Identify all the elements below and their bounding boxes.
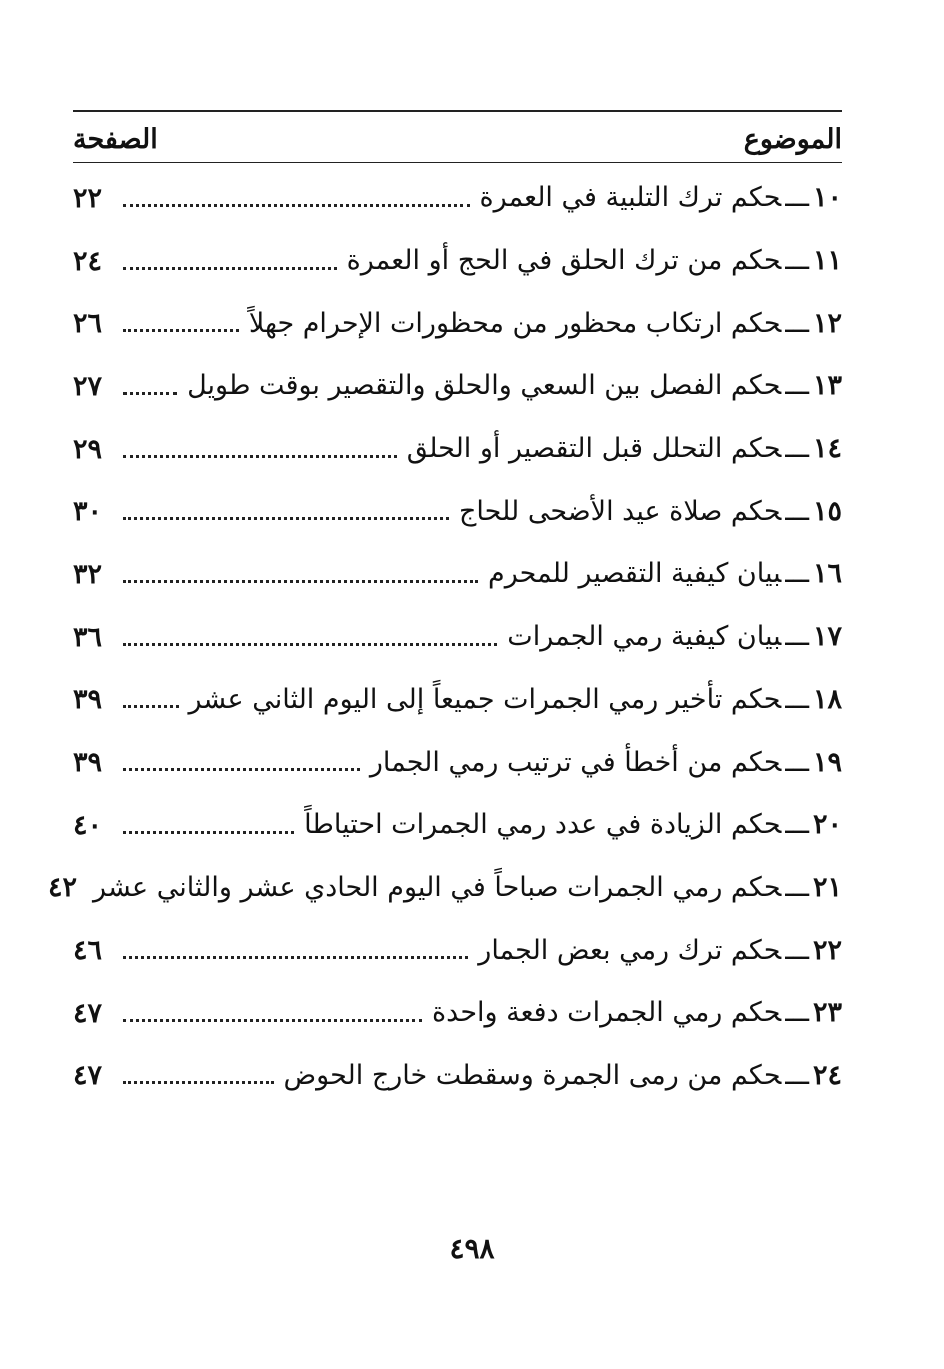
toc-list <box>48 167 842 1107</box>
toc-entry-text <box>482 554 842 594</box>
toc-entry-page: ٤٠ <box>73 809 103 841</box>
toc-entry-number: ١٥ <box>812 495 842 527</box>
toc-entry <box>73 292 842 355</box>
toc-entry-number: ١٩ <box>812 746 842 778</box>
toc-entry-page: ٢٢ <box>73 182 103 214</box>
toc-entry-dash: ـــ <box>785 683 809 715</box>
toc-entry-text <box>472 931 842 971</box>
toc-entry-number: ١٠ <box>812 182 842 214</box>
toc-entry-title: حكم من ترك الحلق في الحج أو العمرة <box>346 245 782 277</box>
toc-entry-dash: ـــ <box>785 558 809 590</box>
dot-leader <box>123 455 397 458</box>
toc-entry-page: ٢٤ <box>73 245 103 277</box>
toc-entry-text <box>87 868 842 908</box>
dot-leader <box>123 1019 422 1022</box>
toc-entry-dash: ـــ <box>785 746 809 778</box>
dot-leader <box>123 956 468 959</box>
page-number: ٤٩٨ <box>449 1232 495 1265</box>
toc-entry-title: حكم من أخطأ في ترتيب رمي الجمار <box>369 746 782 778</box>
toc-entry-dash: ـــ <box>785 621 809 653</box>
dot-leader <box>123 580 478 583</box>
toc-entry-text <box>243 304 842 344</box>
dot-leader <box>123 329 239 332</box>
toc-entry-page: ٤٧ <box>73 997 103 1029</box>
toc-entry-text <box>181 366 842 406</box>
toc-entry <box>73 794 842 857</box>
toc-entry-title: حكم ترك التلبية في العمرة <box>479 182 782 214</box>
toc-entry-text <box>426 993 842 1033</box>
page-column-heading: الصفحة <box>73 124 158 155</box>
toc-entry <box>73 230 842 293</box>
toc-entry-title: حكم رمي الجمرات صباحاً في اليوم الحادي عشر والثاني عشر <box>93 871 782 903</box>
dot-leader <box>123 643 497 646</box>
toc-entry <box>73 982 842 1045</box>
toc-entry <box>73 731 842 794</box>
toc-entry <box>48 857 842 920</box>
toc-entry-title: حكم ترك رمي بعض الجمار <box>478 934 782 966</box>
toc-entry-page: ٣٩ <box>73 684 103 716</box>
toc-entry-dash: ـــ <box>785 934 809 966</box>
dot-leader <box>123 204 470 207</box>
toc-entry-page: ٣٢ <box>73 558 103 590</box>
topic-column-heading: الموضوع <box>743 124 842 155</box>
toc-entry <box>73 418 842 481</box>
toc-entry <box>73 669 842 732</box>
header-rule <box>73 162 842 163</box>
toc-entry-number: ١٤ <box>812 433 842 465</box>
toc-entry <box>73 1045 842 1108</box>
toc-entry-page: ٣٠ <box>73 496 103 528</box>
toc-entry-dash: ـــ <box>785 871 809 903</box>
toc-entry-title: حكم صلاة عيد الأضحى للحاج <box>458 495 782 527</box>
toc-entry-text <box>278 1056 843 1096</box>
toc-entry-text <box>453 492 842 532</box>
toc-entry-page: ٢٩ <box>73 433 103 465</box>
toc-entry-dash: ـــ <box>785 1059 809 1091</box>
toc-entry-number: ١٦ <box>812 558 842 590</box>
toc-entry-text <box>183 680 842 720</box>
toc-entry-number: ١٣ <box>812 370 842 402</box>
toc-entry-title: حكم التحلل قبل التقصير أو الحلق <box>406 433 782 465</box>
toc-entry-number: ٢١ <box>812 871 842 903</box>
toc-entry-dash: ـــ <box>785 307 809 339</box>
toc-entry-title: حكم تأخير رمي الجمرات جميعاً إلى اليوم الثاني عشر <box>188 683 782 715</box>
toc-entry-text <box>341 241 842 281</box>
toc-entry-title: بيان كيفية التقصير للمحرم <box>488 558 782 590</box>
toc-entry-dash: ـــ <box>785 433 809 465</box>
toc-entry-number: ٢٣ <box>812 997 842 1029</box>
toc-entry <box>73 480 842 543</box>
toc-entry-number: ١٢ <box>812 307 842 339</box>
toc-entry-text <box>364 743 842 783</box>
dot-leader <box>123 705 179 708</box>
toc-entry-page: ٤٦ <box>73 935 103 967</box>
toc-entry-text <box>501 617 842 657</box>
toc-entry-page: ٤٧ <box>73 1060 103 1092</box>
toc-entry-dash: ـــ <box>785 997 809 1029</box>
toc-entry-page: ٣٩ <box>73 747 103 779</box>
toc-entry-text <box>298 805 842 845</box>
dot-leader <box>123 768 360 771</box>
toc-entry-number: ٢٤ <box>812 1059 842 1091</box>
toc-entry-page: ٢٦ <box>73 308 103 340</box>
toc-entry-dash: ـــ <box>785 182 809 214</box>
toc-entry-title: حكم الفصل بين السعي والحلق والتقصير بوقت طويل <box>187 370 782 402</box>
toc-entry-page: ٣٦ <box>73 621 103 653</box>
toc-header <box>73 118 842 162</box>
toc-entry-number: ٢٢ <box>812 934 842 966</box>
dot-leader <box>123 267 337 270</box>
toc-entry <box>73 167 842 230</box>
toc-entry-title: حكم الزيادة في عدد رمي الجمرات احتياطاً <box>304 809 782 841</box>
dot-leader <box>123 392 177 395</box>
toc-entry <box>73 606 842 669</box>
toc-entry <box>73 543 842 606</box>
toc-entry-number: ١٧ <box>812 621 842 653</box>
toc-entry-title: حكم ارتكاب محظور من محظورات الإحرام جهلاً <box>248 307 782 339</box>
toc-entry-title: حكم من رمى الجمرة وسقطت خارج الحوض <box>283 1059 782 1091</box>
dot-leader <box>123 1081 274 1084</box>
toc-entry-number: ١٨ <box>812 683 842 715</box>
toc-entry <box>73 919 842 982</box>
toc-entry-dash: ـــ <box>785 809 809 841</box>
toc-entry-text <box>401 429 842 469</box>
toc-entry-title: حكم رمي الجمرات دفعة واحدة <box>432 997 782 1029</box>
toc-entry-text <box>474 178 842 218</box>
toc-entry-dash: ـــ <box>785 370 809 402</box>
top-rule <box>73 110 842 112</box>
toc-entry-dash: ـــ <box>785 495 809 527</box>
toc-entry-page: ٢٧ <box>73 370 103 402</box>
dot-leader <box>123 517 449 520</box>
toc-entry <box>73 355 842 418</box>
toc-entry-page: ٤٢ <box>48 872 78 904</box>
toc-entry-number: ٢٠ <box>812 809 842 841</box>
toc-entry-number: ١١ <box>812 245 842 277</box>
toc-entry-title: بيان كيفية رمي الجمرات <box>507 621 782 653</box>
toc-entry-dash: ـــ <box>785 245 809 277</box>
dot-leader <box>123 831 294 834</box>
